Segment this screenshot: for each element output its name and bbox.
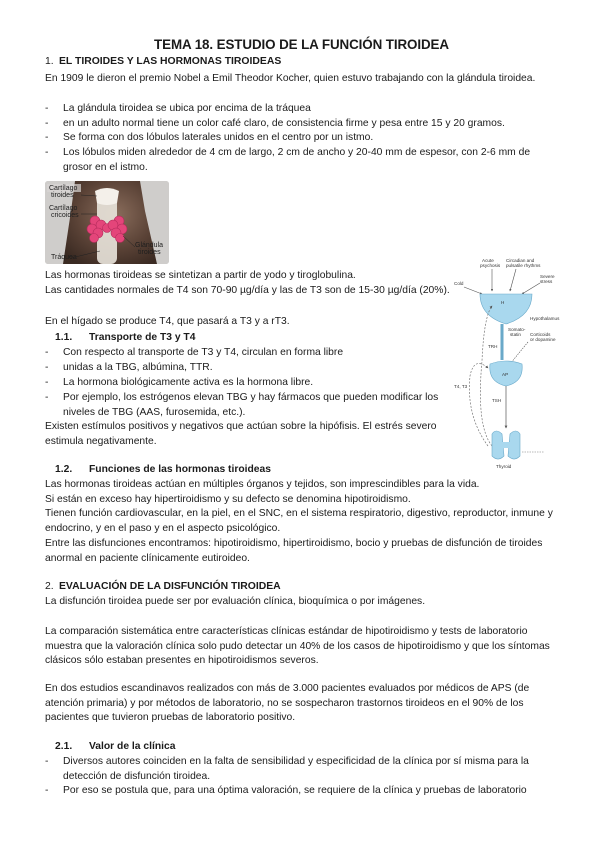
section-2-heading [45,580,281,595]
list-item [45,146,560,175]
thyroid-cartilage-shape [95,188,119,205]
list-item-text: Diversos autores coinciden en la falta de sensibilidad y especificidad de la clínica por sí misma para la detección de disfunción tiroidea. [63,756,529,782]
list-item-text: en un adulto normal tiene un color café claro, de consistencia firme y pesa entre 15 y 20 gramos. [63,118,505,129]
paragraph: La comparación sistemática entre características clínicas estándar de hipotiroidismo y tests de laboratorio muestra que la valoración clínica solo pudo detectar un 40% de los casos de hipotiroidismo y que los síntomas clásicos sólo estaban presentes en hipotiroidismos severos. [45,626,550,667]
figure-label: Severe [540,274,555,279]
section-number: 2.1. [55,741,73,752]
section-number: 1.1. [55,332,73,343]
list-item [45,755,560,784]
hypothalamus-shape [480,294,532,324]
section-number: 1. [45,56,54,67]
figure-label: Cartílago [49,205,78,212]
section-title: Transporte de T3 y T4 [89,332,196,343]
section-title: Funciones de las hormonas tiroideas [89,464,271,475]
paragraph: En 1909 le dieron el premio Nobel a Emil Theodor Kocher, quien estuvo trabajando con la glándula tiroidea. [45,73,536,84]
subsection-1-2-heading [55,463,271,478]
figure-label: stress [540,279,553,284]
list-item-text: Los lóbulos miden alrededor de 4 cm de largo, 2 cm de ancho y 20-40 mm de espesor, con 2-6 mm de grosor en el istmo. [63,147,531,173]
section-title: EL TIROIDES Y LAS HORMONAS TIROIDEAS [59,56,282,67]
paragraph: Tienen función cardiovascular, en la piel, en el SNC, en el sistema respiratorio, digestivo, reproductor, inmune y endocrino, y en el paso y en el aspecto psicológico. [45,508,553,534]
section-number: 2. [45,581,54,592]
figure-label: cricoides [51,212,79,219]
figure-label: or dopamine [530,337,556,342]
list-item [45,102,560,117]
subsection-2-1-heading [55,740,175,755]
list-item-text: Por eso se postula que, para una óptima valoración, se requiere de la clínica y pruebas de laboratorio [63,785,527,796]
list-item [45,391,460,420]
list-item [45,131,560,146]
list-item-text: La hormona biológicamente activa es la hormona libre. [63,377,314,388]
section-title: EVALUACIÓN DE LA DISFUNCIÓN TIROIDEA [59,581,281,592]
list-item-text: unidas a la TBG, albúmina, TTR. [63,362,213,373]
figure-label: Cold [454,281,464,286]
list-item [45,376,460,391]
figure-label: Corticoids [530,332,551,337]
figure-label: TSH [492,398,502,403]
figure-label: Tráquea [51,254,77,261]
figure-label: Acute [482,258,494,263]
figure-label: statin [510,332,521,337]
section-number: 1.2. [55,464,73,475]
figure-label: Hypothalamus [530,316,560,321]
paragraph: En dos estudios escandinavos realizados con más de 3.000 pacientes evaluados por médicos de APS (de atención primaria) y por métodos de laboratorio, no se sospecharon trastornos tiroideos en el 90% de los pacientes que tuvieron pruebas de laboratorio positivo. [45,683,530,724]
paragraph: Si están en exceso hay hipertiroidismo y su defecto se denomina hipotiroidismo. [45,494,411,505]
list-item [45,784,560,799]
paragraph: Las hormonas tiroideas se sintetizan a partir de yodo y tiroglobulina. [45,270,356,281]
paragraph: En el hígado se produce T4, que pasará a T3 y a rT3. [45,316,290,327]
bullet-dash: - [45,392,49,403]
paragraph: Entre las disfunciones encontramos: hipotiroidismo, hipertiroidismo, bocio y pruebas de disfunción de tiroides anormal en paciente clínicamente eutiroideo. [45,538,543,564]
figure-label: Circadian and [506,258,535,263]
bullet-dash: - [45,756,49,767]
figure-label: pulsatile rhythms [506,263,541,268]
bullet-dash: - [45,118,49,129]
list-item [45,117,560,132]
bullet-dash: - [45,347,49,358]
list-item [45,346,460,361]
thyroid-anatomy-image [45,181,169,264]
list-item-text: Con respecto al transporte de T3 y T4, circulan en forma libre [63,347,344,358]
figure-label: AP [502,372,509,377]
figure-label: tiroides [138,249,161,256]
figure-label: H [501,300,505,305]
section-1-heading [45,55,281,70]
bullet-dash: - [45,785,49,796]
figure-label: Somato- [508,327,526,332]
paragraph: La disfunción tiroidea puede ser por evaluación clínica, bioquímica o por imágenes. [45,596,426,607]
bullet-dash: - [45,132,49,143]
list-item-text: La glándula tiroidea se ubica por encima de la tráquea [63,103,311,114]
figure-label: tiroides [51,192,74,199]
bullet-dash: - [45,103,49,114]
paragraph: Existen estímulos positivos y negativos que actúan sobre la hipófisis. El estrés severo estimula negativamente. [45,421,437,447]
bullet-dash: - [45,377,49,388]
list-item-text: Por ejemplo, los estrógenos elevan TBG y hay fármacos que pueden modificar los niveles de TBG (AAS, furosemida, etc.). [63,392,439,418]
bullet-dash: - [45,362,49,373]
page-title: TEMA 18. ESTUDIO DE LA FUNCIÓN TIROIDEA [154,37,449,52]
paragraph: Las cantidades normales de T4 son 70-90 µg/día y las de T3 son de 15-30 µg/día (20%). [45,285,450,296]
thyroid-axis-diagram [452,256,562,476]
figure-label: Glándula [135,242,164,249]
subsection-1-1-heading [55,331,195,346]
list-item [45,361,460,376]
figure-label: Cartílago [49,185,78,192]
figure-label: T4, T3 [454,384,468,389]
section-title: Valor de la clínica [89,741,176,752]
paragraph: Las hormonas tiroideas actúan en múltiples órganos y tejidos, son imprescindibles para la vida. [45,479,480,490]
list-item-text: Se forma con dos lóbulos laterales unidos en el centro por un istmo. [63,132,374,143]
figure-label: TRH [488,344,498,349]
figure-label: Thyroid [496,464,512,469]
figure-label: psychosis [480,263,501,268]
bullet-dash: - [45,147,49,158]
